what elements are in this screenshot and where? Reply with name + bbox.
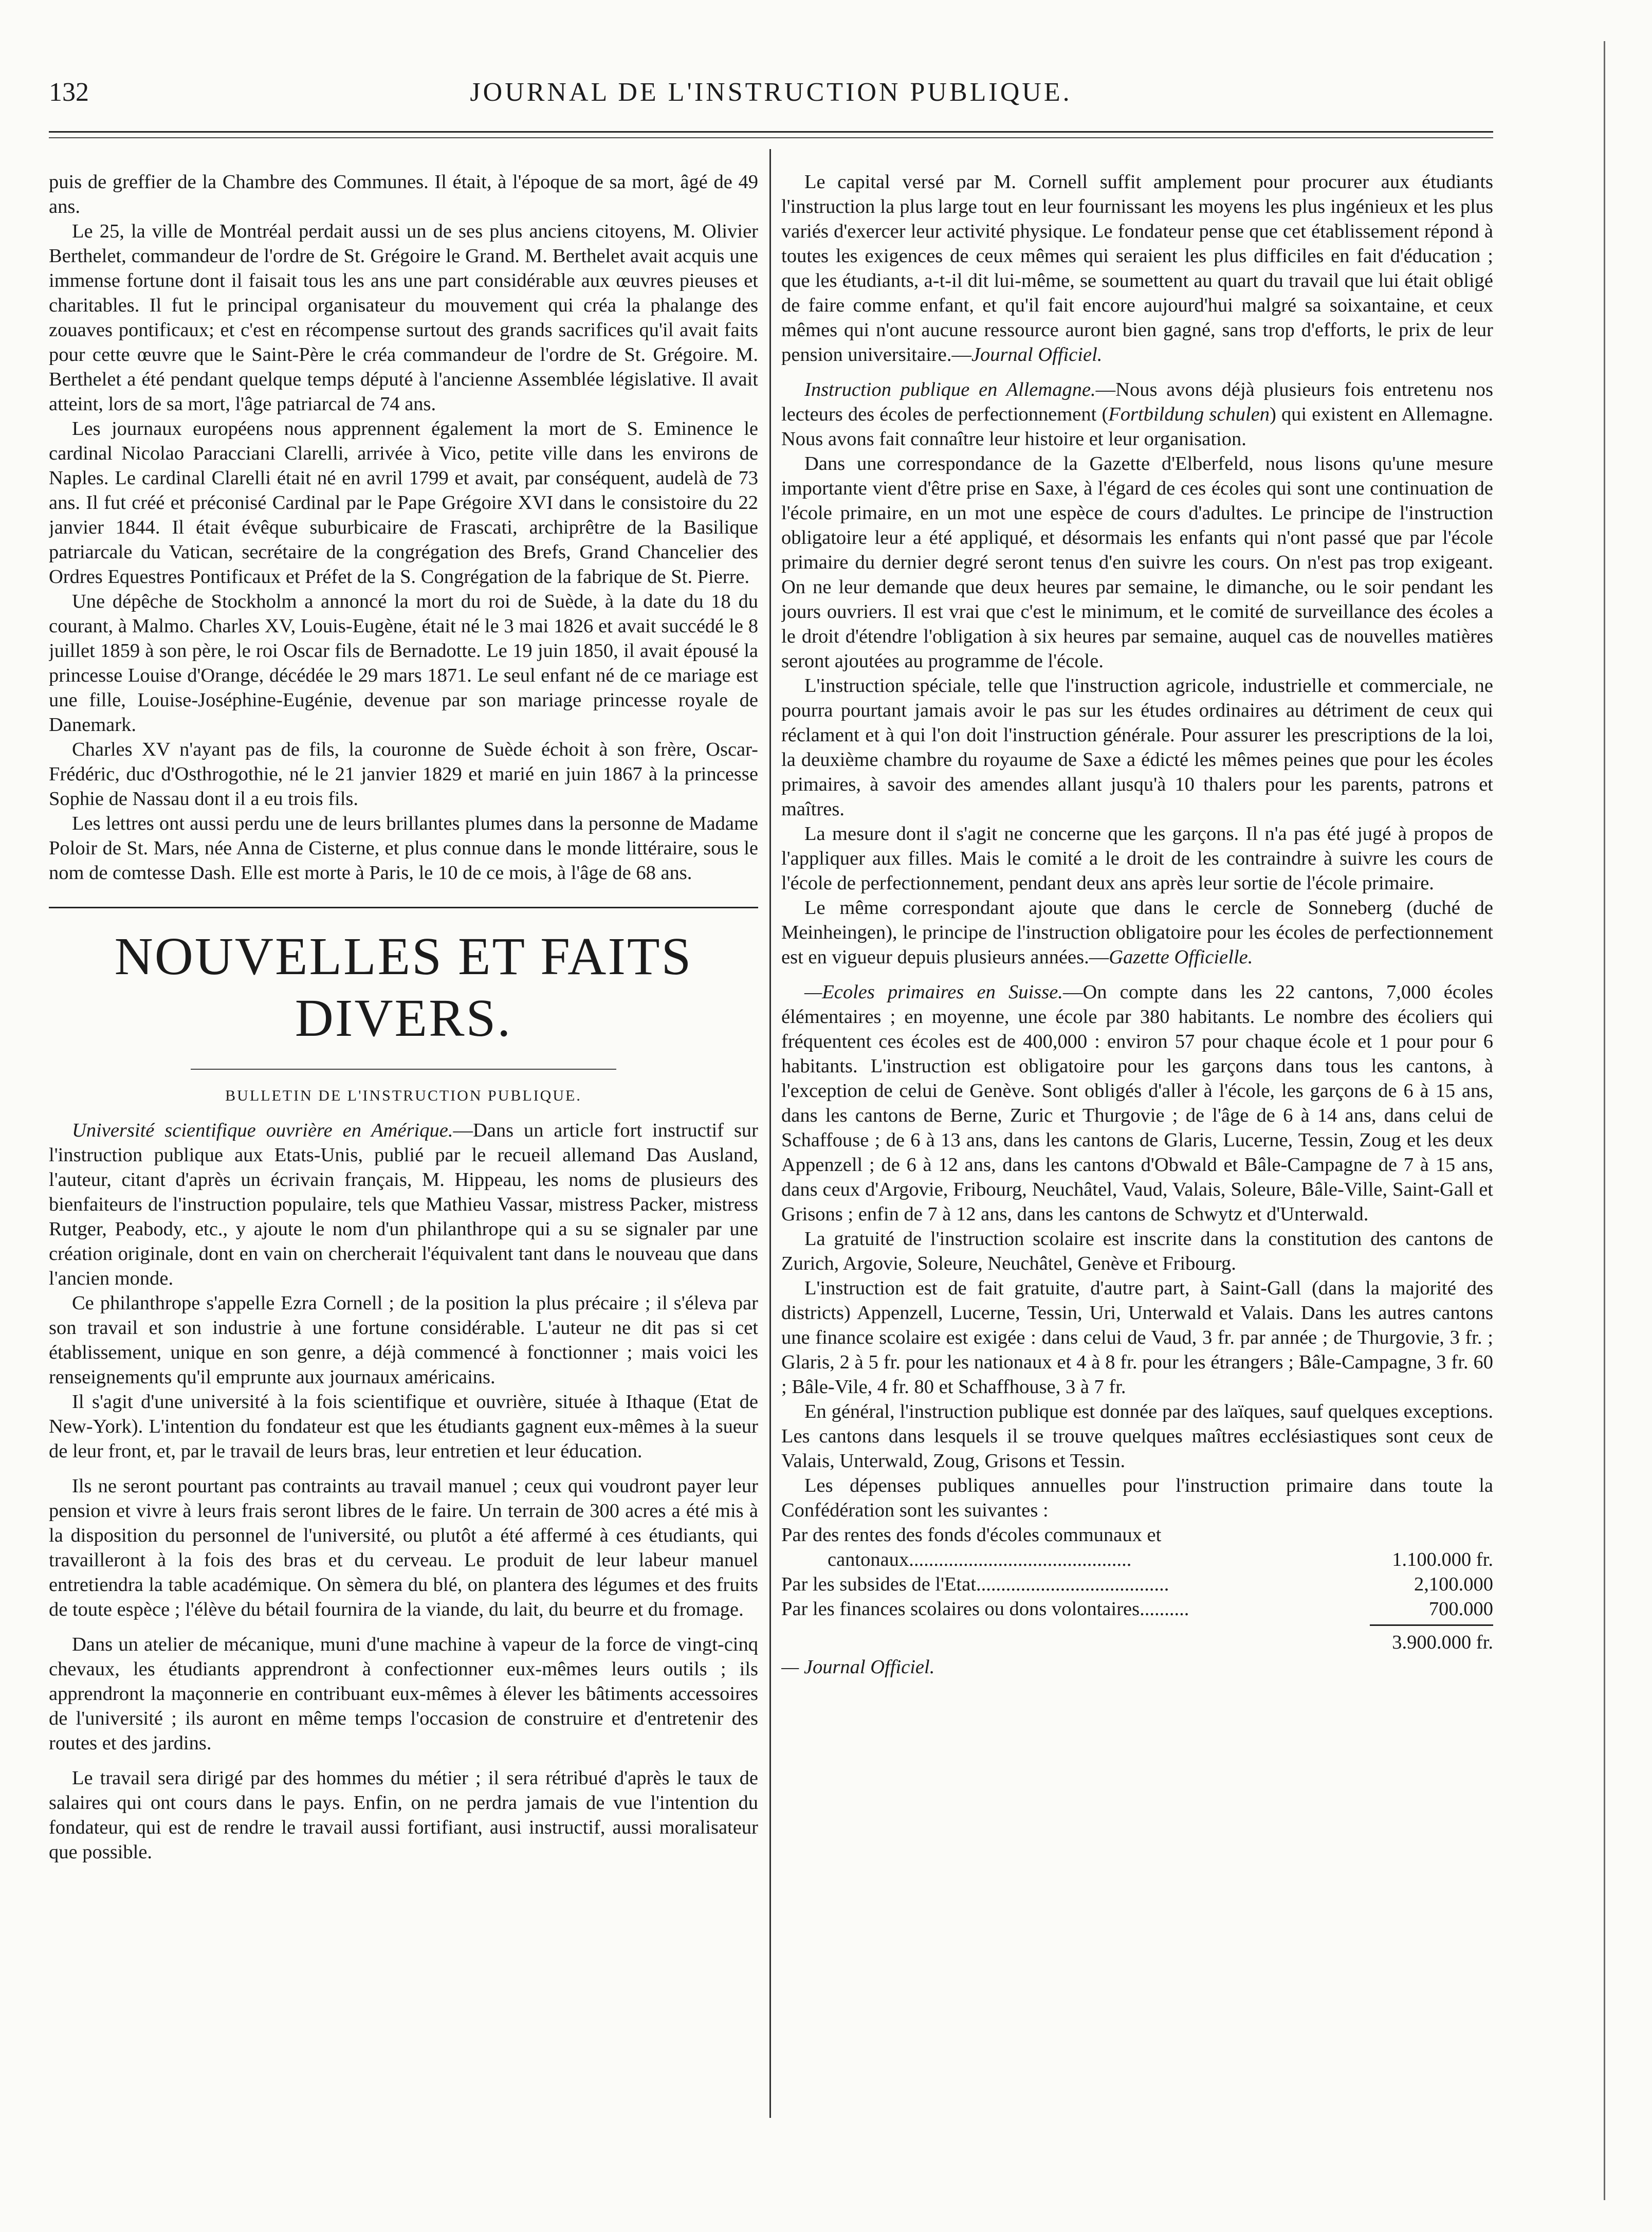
spacer — [781, 969, 1493, 980]
section-rule — [49, 907, 758, 908]
bulletin-rule — [191, 1069, 616, 1070]
expense-label: cantonaux............................................. — [828, 1549, 1132, 1570]
page-edge-rule — [1604, 41, 1605, 2200]
spacer — [49, 1463, 758, 1474]
column-divider — [769, 149, 771, 2118]
paragraph: Les journaux européens nous apprennent également la mort de S. Eminence le cardinal Nicolao Paracciani Clarelli, arrivée à Vico, petite ville dans les environs de Naples. Le cardinal Clarelli était né en avril 1799 et avait, par conséquent, audelà de 73 ans. Il fut créé et préconisé Cardinal par le Pape Grégoire XVI dans le consistoire du 22 janvier 1844. Il était évêque suburbicaire de Frascati, archiprêtre de la Basilique patriarcale du Vatican, secrétaire de la congrégation des Brefs, Grand Chancelier des Ordres Equestres Pontificaux et Préfet de la S. Congrégation de la fabrique de St. Pierre. — [49, 418, 758, 588]
paragraph — [781, 170, 1493, 367]
source-citation: — Journal Officiel. — [781, 1656, 935, 1678]
article-lead: Instruction publique en Allemagne. — [804, 379, 1096, 400]
paragraph: Une dépêche de Stockholm a annoncé la mort du roi de Suède, à la date du 18 du courant, à Malmo. Charles XV, Louis-Eugène, était né le 3 mai 1826 et avait succédé le 8 juillet 1859 à son père, le roi Oscar fils de Bernadotte. Le 19 juin 1850, il avait épousé la princesse Louise d'Orange, décédée le 29 mars 1871. Le seul enfant né de ce mariage est une fille, Louise-Joséphine-Eugénie, devenue par son mariage princesse royale de Danemark. — [49, 591, 758, 736]
bulletin-title: BULLETIN DE L'INSTRUCTION PUBLIQUE. — [225, 1087, 582, 1104]
spacer — [49, 1755, 758, 1766]
page-number: 132 — [49, 78, 89, 107]
paragraph: Le 25, la ville de Montréal perdait aussi un de ses plus anciens citoyens, M. Olivier Berthelet, commandeur de l'ordre de St. Grégoire le Grand. M. Berthelet avait acquis une immense fortune dont il faisait tous les ans une part considérable aux œuvres pieuses et charitables. Il fut le principal organisateur du mouvement qui créa la phalange des zouaves pontificaux; et c'est en récompense surtout des grands sacrifices qu'il avait faits pour cette œuvre que le Saint-Père le créa commandeur de l'ordre de St. Grégoire. M. Berthelet a été pendant quelque temps député à l'ancienne Assemblée législative. Il avait atteint, lors de sa mort, l'âge patriarcal de 74 ans. — [49, 221, 758, 415]
source-citation: Journal Officiel. — [971, 344, 1103, 365]
total-rule — [1370, 1624, 1493, 1626]
paragraph: Les lettres ont aussi perdu une de leurs brillantes plumes dans la personne de Madame Poloir de St. Mars, née Anna de Cisterne, et plus connue dans le monde littéraire, sous le nom de comtesse Dash. Elle est morte à Paris, le 10 de ce mois, à l'âge de 68 ans. — [49, 813, 758, 884]
paragraph: Charles XV n'ayant pas de fils, la couronne de Suède échoit à son frère, Oscar-Frédéric, duc d'Osthrogothie, né le 21 janvier 1829 et marié en juin 1867 à la princesse Sophie de Nassau dont il a eu trois fils. — [49, 739, 758, 810]
paragraph-text: Le capital versé par M. Cornell suffit amplement pour procurer aux étudiants l'instruction la plus large tout en leur fournissant les moyens les plus ingénieux et les plus variés d'exercer leur activité physique. Le fondateur pense que cet établissement répond à toutes les exigences de ceux mêmes qui seraient les plus difficiles en fait d'éducation ; que les étudiants, a-t-il dit lui-même, se soumettent au quart du travail que lui était obligé de faire comme enfant, et qu'il fait encore aujourd'hui malgré sa soixantaine, et ceux mêmes qui n'ont aucune ressource auront bien gagné, sans trop d'efforts, le prix de leur pension universitaire.— — [781, 171, 1493, 365]
left-column — [49, 170, 758, 2195]
paragraph: Les dépenses publiques annuelles pour l'instruction primaire dans toute la Confédération sont les suivantes : — [781, 1475, 1493, 1521]
expense-label: Par les subsides de l'Etat....................................... — [781, 1574, 1169, 1595]
spacer — [781, 367, 1493, 377]
paragraph: En général, l'instruction publique est donnée par des laïques, sauf quelques exceptions. Les cantons dans lesquels il se trouve quelques maîtres ecclésiastiques sont ceux de Valais, Unterwald, Zoug, Grisons et Tessin. — [781, 1401, 1493, 1472]
expense-row — [781, 1572, 1493, 1597]
paragraph: Dans un atelier de mécanique, muni d'une machine à vapeur de la force de vingt-cinq chevaux, les étudiants apprendront à confectionner eux-mêmes leurs outils ; ils apprendront la maçonnerie en contribuant eux-mêmes à élever les bâtiments accessoires de l'université ; ils auront en même temps l'occasion de construire et d'entretenir des routes et des jardins. — [49, 1634, 758, 1754]
article-paragraph — [49, 1118, 758, 1291]
article-text: —Dans un article fort instructif sur l'instruction publique aux Etats-Unis, publié par le recueil allemand Das Ausland, l'auteur, citant d'après un écrivain français, M. Hippeau, les noms de plusieurs des bienfaiteurs de l'instruction populaire, tels que Mathieu Vassar, mistress Packer, mistress Rutger, Peabody, etc., y ajoute le nom d'un philanthrope qui a su se signaler par une création originale, dont en vain on chercherait l'équivalent tant dans le nouveau que dans l'ancien monde. — [49, 1120, 758, 1289]
paragraph: L'instruction est de fait gratuite, d'autre part, à Saint-Gall (dans la majorité des districts) Appenzell, Lucerne, Tessin, Uri, Unterwald et Valais. Dans les autres cantons une finance scolaire est exigée : dans celui de Vaud, 3 fr. par année ; de Thurgovie, 3 fr. ; Glaris, 2 à 5 fr. pour les nationaux et 4 à 8 fr. pour les étrangers ; Bâle-Campagne, 3 fr. 60 ; Bâle-Vile, 4 fr. 80 et Schaffhouse, 3 à 7 fr. — [781, 1277, 1493, 1398]
article-lead: —Ecoles primaires en Suisse. — [804, 981, 1063, 1003]
paragraph: La mesure dont il s'agit ne concerne que les garçons. Il n'a pas été jugé à propos de l'appliquer aux filles. Mais le comité a le droit de les contraindre à suivre les cours de l'école de perfectionnement, pendant deux ans après leur sortie de l'école primaire. — [781, 823, 1493, 894]
journal-title: JOURNAL DE L'INSTRUCTION PUBLIQUE. — [470, 78, 1072, 107]
paragraph: puis de greffier de la Chambre des Communes. Il était, à l'époque de sa mort, âgé de 49 ans. — [49, 171, 758, 217]
expense-label: Par les finances scolaires ou dons volontaires.......... — [781, 1598, 1189, 1620]
expense-row — [781, 1523, 1493, 1547]
article-text: —On compte dans les 22 cantons, 7,000 écoles élémentaires ; en moyenne, une école par 380 habitants. Le nombre des écoliers qui fréquentent ces écoles est de 400,000 : environ 57 pour chaque école et 1 pour pour 6 habitants. L'instruction est obligatoire pour les garçons dans tous les cantons, à l'exception de celui de Genève. Sont obligés d'aller à l'école, les garçons de 6 à 15 ans, dans les cantons de Berne, Zuric et Thurgovie ; de l'âge de 6 à 14 ans, dans celui de Schaffouse ; de 6 à 13 ans, dans les cantons de Glaris, Lucerne, Tessin, Zoug et les deux Appenzell ; de 6 à 12 ans, dans les cantons d'Obwald et Bâle-Campagne de 7 à 15 ans, dans ceux d'Argovie, Fribourg, Neuchâtel, Vaud, Valais, Soleure, Bâle-Ville, Saint-Gall et Grisons ; enfin de 7 à 12 ans, dans les cantons de Schwytz et d'Unterwald. — [781, 981, 1493, 1225]
article-text: —Nous avons déjà plusieurs fois entretenu nos lecteurs des écoles de perfectionnement ( — [781, 379, 1493, 425]
page-header — [49, 77, 1493, 118]
paragraph — [781, 895, 1493, 969]
source-citation: Gazette Officielle. — [1109, 946, 1253, 968]
article-paragraph — [781, 377, 1493, 451]
article-text: ) qui existent en Allemagne. Nous avons fait connaître leur histoire et leur organisation. — [781, 404, 1493, 450]
expense-total: 3.900.000 fr. — [1392, 1632, 1493, 1653]
german-term: Fortbildung schulen — [1108, 404, 1270, 425]
expense-amount: 2,100.000 — [1414, 1574, 1493, 1595]
article-paragraph — [781, 980, 1493, 1227]
paragraph-text: Le même correspondant ajoute que dans le cercle de Sonneberg (duché de Meinheingen), le principe de l'instruction obligatoire pour les écoles de perfectionnement est en vigueur depuis plusieurs années.— — [781, 897, 1493, 968]
expense-amount: 700.000 — [1428, 1598, 1493, 1620]
section-title: NOUVELLES ET FAITS DIVERS. — [114, 927, 693, 1048]
expense-row — [781, 1547, 1493, 1572]
paragraph: Ils ne seront pourtant pas contraints au travail manuel ; ceux qui voudront payer leur pension et vivre à leurs frais seront libres de le faire. Un terrain de 300 acres a été mis à la disposition du personnel de l'université, ou plutôt a été affermé à ces étudiants, qui travailleront à la fois des bras et du cerveau. Le produit de leur labeur manuel entretiendra la table académique. On sèmera du blé, on plantera des légumes et des fruits de toute espèce ; l'élève du bétail fournira de la viande, du lait, du beurre et du fromage. — [49, 1475, 758, 1620]
expense-table — [781, 1523, 1493, 1655]
header-double-rule — [49, 131, 1493, 138]
expense-row — [781, 1597, 1493, 1621]
article-lead: Université scientifique ouvrière en Amérique. — [72, 1120, 453, 1141]
paragraph: Dans une correspondance de la Gazette d'Elberfeld, nous lisons qu'une mesure importante vient d'être prise en Saxe, à l'égard de ces écoles qui sont une continuation de l'école primaire, en un mot une espèce de cours d'adultes. Le principe de l'instruction obligatoire leur a été appliqué, et désormais les enfants qui n'ont passé que par l'école primaire du dernier degré seront tenus d'en suivre les cours. On n'est pas trop exigeant. On ne leur demande que deux heures par semaine, le dimanche, ou le soir pendant les jours ouvriers. Il est vrai que c'est le minimum, et le comité de surveillance des écoles a le droit d'étendre l'obligation à six heures par semaine, auquel cas de nouvelles matières seront ajoutées au programme de l'école. — [781, 453, 1493, 672]
paragraph: Il s'agit d'une université à la fois scientifique et ouvrière, située à Ithaque (Etat de New-York). L'intention du fondateur est que les étudiants gagnent eux-mêmes à la sueur de leur front, et, par le travail de leurs bras, leur entretien et leur éducation. — [49, 1391, 758, 1462]
right-column — [781, 170, 1493, 2195]
paragraph: La gratuité de l'instruction scolaire est inscrite dans la constitution des cantons de Zurich, Argovie, Soleure, Neuchâtel, Genève et Fribourg. — [781, 1228, 1493, 1274]
paragraph: Ce philanthrope s'appelle Ezra Cornell ; de la position la plus précaire ; il s'éleva par son travail et son industrie à une fortune considérable. L'auteur ne dit pas si cet établissement, unique en son genre, a déjà commencé à fonctionner ; mais voici les renseignements qu'il emprunte aux journaux américains. — [49, 1292, 758, 1388]
spacer — [49, 1622, 758, 1632]
paragraph: Le travail sera dirigé par des hommes du métier ; il sera rétribué d'après le taux de salaires qui ont cours dans le pays. Enfin, on ne perdra jamais de vue l'intention du fondateur, qui est de rendre le travail aussi fortifiant, ausi instructif, aussi moralisateur que possible. — [49, 1767, 758, 1863]
expense-label: Par des rentes des fonds d'écoles communaux et — [781, 1524, 1162, 1546]
paragraph: L'instruction spéciale, telle que l'instruction agricole, industrielle et commerciale, ne pourra pourtant jamais avoir le pas sur les études ordinaires au détriment de ceux qui réclament et à qui l'on doit l'instruction générale. Pour assurer les prescriptions de la loi, la deuxième chambre du royaume de Saxe a édicté les mêmes peines que pour les écoles primaires, à savoir des amendes allant jusqu'à 10 thalers pour les parents, patrons et maîtres. — [781, 675, 1493, 820]
expense-amount: 1.100.000 fr. — [1392, 1549, 1493, 1570]
